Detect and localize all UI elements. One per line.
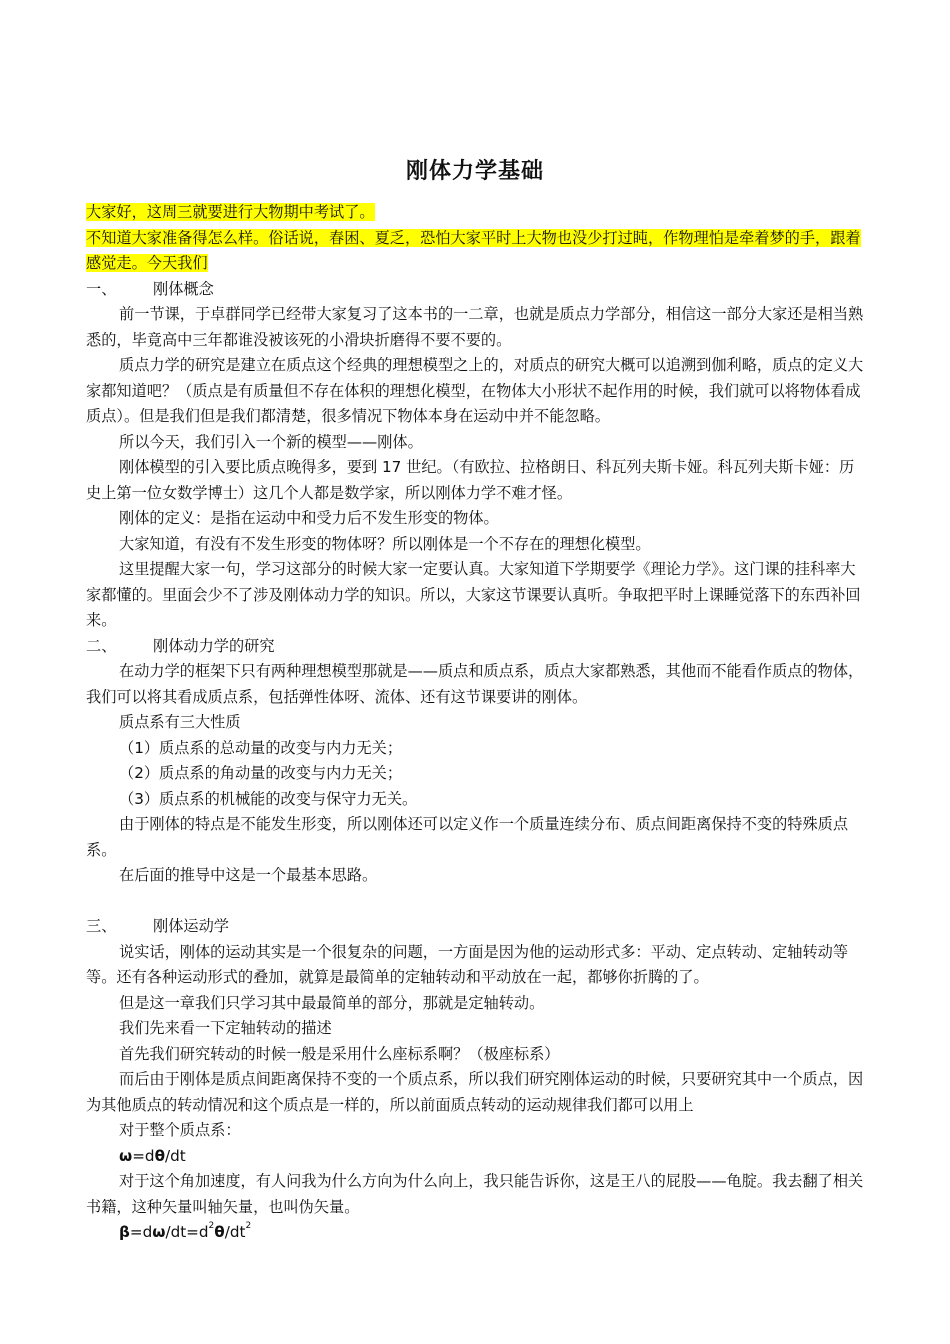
paragraph: 大家知道，有没有不发生形变的物体呀？所以刚体是一个不存在的理想化模型。 (119, 534, 651, 553)
formula-text: =d (129, 1223, 153, 1241)
paragraph: 对于这个角加速度，有人问我为什么方向为什么向上，我只能告诉你，这是王八的屁股——龟腚。我去翻了相关书籍，这种矢量叫轴矢量，也叫伪矢量。 (86, 1172, 864, 1216)
paragraph: 对于整个质点系： (119, 1121, 241, 1139)
formula-beta (86, 1220, 864, 1246)
document-body (86, 200, 864, 1246)
paragraph: 说实话，刚体的运动其实是一个很复杂的问题，一方面是因为他的运动形式多：平动、定点转动、定轴转动等等。还有各种运动形式的叠加，就算是最简单的定轴转动和平动放在一起，都够你折腾的了。 (86, 942, 848, 986)
section-number: 三、 (86, 917, 117, 935)
formula-text: /dt (224, 1223, 246, 1241)
paragraph: 在后面的推导中这是一个最基本思路。 (119, 866, 378, 884)
highlighted-text: 大家好，这周三就要进行大物期中考试了。 (86, 203, 375, 221)
theta-symbol: θ (214, 1223, 225, 1241)
paragraph: 这里提醒大家一句，学习这部分的时候大家一定要认真。大家知道下学期要学《理论力学》。这门课的挂科率大家都懂的。里面会少不了涉及刚体动力学的知识。所以，大家这节课要认真听。争取把平时上课睡觉落下的东西补回来。 (86, 560, 861, 629)
section-heading-3 (86, 914, 864, 940)
paragraph: 刚体模型的引入要比质点晚得多，要到 17 世纪。（有欧拉、拉格朗日、科瓦列夫斯卡娅。科瓦列夫斯卡娅：历史上第一位女数学博士）这几个人都是数学家，所以刚体力学不难才怪。 (86, 458, 855, 502)
property-item: （2）质点系的角动量的改变与内力无关； (119, 764, 403, 782)
section-title: 刚体动力学的研究 (153, 636, 275, 655)
section-number: 二、 (86, 636, 117, 655)
formula-text: /dt (165, 1146, 186, 1165)
superscript: 2 (245, 1221, 252, 1231)
section-heading-2 (86, 634, 864, 660)
beta-symbol: β (119, 1223, 130, 1241)
paragraph: 所以今天，我们引入一个新的模型——刚体。 (119, 432, 423, 451)
property-item: （3）质点系的机械能的改变与保守力无关。 (119, 789, 418, 808)
formula-omega (86, 1144, 864, 1170)
section-number: 一、 (86, 279, 117, 298)
intro-line-2 (86, 226, 864, 277)
paragraph: 我们先来看一下定轴转动的描述 (119, 1019, 332, 1037)
paragraph: 但是这一章我们只学习其中最最简单的部分，那就是定轴转动。 (119, 993, 545, 1012)
paragraph: 在动力学的框架下只有两种理想模型那就是——质点和质点系，质点大家都熟悉，其他而不能看作质点的物体，我们可以将其看成质点系，包括弹性体呀、流体、还有这节课要讲的刚体。 (86, 662, 864, 706)
intro-line-1 (86, 200, 864, 226)
page-title: 刚体力学基础 (405, 159, 544, 184)
paragraph: 由于刚体的特点是不能发生形变，所以刚体还可以定义作一个质量连续分布、质点间距离保持不变的特殊质点系。 (86, 815, 848, 859)
property-item: （1）质点系的总动量的改变与内力无关； (119, 738, 403, 757)
omega-symbol: ω (152, 1223, 166, 1241)
section-heading-1 (86, 277, 864, 303)
paragraph: 而后由于刚体是质点间距离保持不变的一个质点系，所以我们研究刚体运动的时候，只要研究其中一个质点，因为其他质点的转动情况和这个质点是一样的，所以前面质点转动的运动规律我们都可以用上 (86, 1070, 864, 1114)
formula-text: =d (132, 1146, 155, 1165)
highlighted-text: 不知道大家准备得怎么样。俗话说，春困、夏乏，恐怕大家平时上大物也没少打过盹，作物理怕是牵着梦的手，跟着感觉走。今天我们 (86, 228, 861, 272)
section-title: 刚体概念 (153, 279, 214, 298)
paragraph: 首先我们研究转动的时候一般是采用什么座标系啊？（极座标系） (119, 1044, 560, 1063)
paragraph: 质点力学的研究是建立在质点这个经典的理想模型之上的，对质点的研究大概可以追溯到伽利略，质点的定义大家都知道吧？（质点是有质量但不存在体积的理想化模型，在物体大小形状不起作用的时候，我们就可以将物体看成质点）。但是我们但是我们都清楚，很多情况下物体本身在运动中并不能忽略。 (86, 356, 864, 425)
section-title: 刚体运动学 (153, 917, 229, 935)
paragraph: 前一节课，于卓群同学已经带大家复习了这本书的一二章，也就是质点力学部分，相信这一部分大家还是相当熟悉的，毕竟高中三年都谁没被该死的小滑块折磨得不要不要的。 (86, 305, 864, 349)
paragraph: 刚体的定义：是指在运动中和受力后不发生形变的物体。 (119, 509, 499, 527)
blank-line (86, 889, 864, 915)
superscript: 2 (208, 1221, 215, 1231)
formula-text: /dt=d (165, 1223, 209, 1241)
paragraph: 质点系有三大性质 (119, 713, 241, 731)
theta-symbol: θ (154, 1146, 166, 1165)
omega-symbol: ω (119, 1146, 133, 1165)
